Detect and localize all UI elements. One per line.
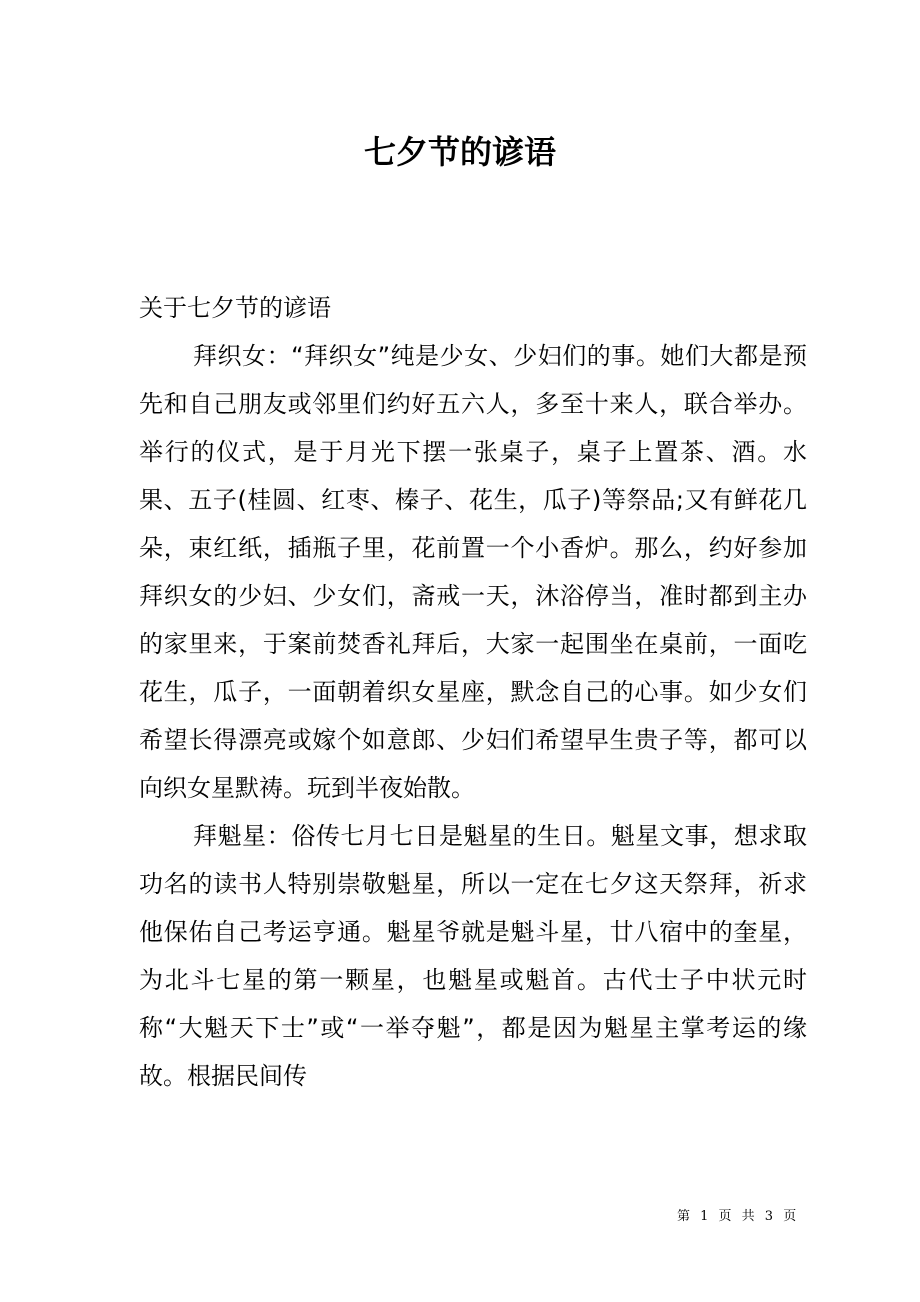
paragraph-bai-zhinv: 拜织女：“拜织女”纯是少女、少妇们的事。她们大都是预先和自己朋友或邻里们约好五六人，多至十来人，联合举办。举行的仪式，是于月光下摆一张桌子，桌子上置茶、酒。水果、五子(桂圆、红枣、榛子、花生，瓜子)等祭品;又有鲜花几朵，束红纸，插瓶子里，花前置一个小香炉。那么，约好参加拜织女的少妇、少女们，斋戒一天，沐浴停当，准时都到主办的家里来，于案前焚香礼拜后，大家一起围坐在桌前，一面吃花生，瓜子，一面朝着织女星座，默念自己的心事。如少女们希望长得漂亮或嫁个如意郎、少妇们希望早生贵子等，都可以向织女星默祷。玩到半夜始散。 <box>139 342 807 802</box>
document-subtitle: 关于七夕节的谚语 <box>139 294 331 322</box>
document-title: 七夕节的谚语 <box>363 133 556 171</box>
document-body <box>139 284 807 1100</box>
page-number-footer: 第 1 页 共 3 页 <box>677 1209 798 1224</box>
paragraph-bai-kuixing: 拜魁星：俗传七月七日是魁星的生日。魁星文事，想求取功名的读书人特别崇敬魁星，所以一定在七夕这天祭拜，祈求他保佑自己考运亨通。魁星爷就是魁斗星，廿八宿中的奎星，为北斗七星的第一颗星，也魁星或魁首。古代士子中状元时称“大魁天下士”或“一举夺魁”，都是因为魁星主掌考运的缘故。根据民间传 <box>139 822 807 1090</box>
